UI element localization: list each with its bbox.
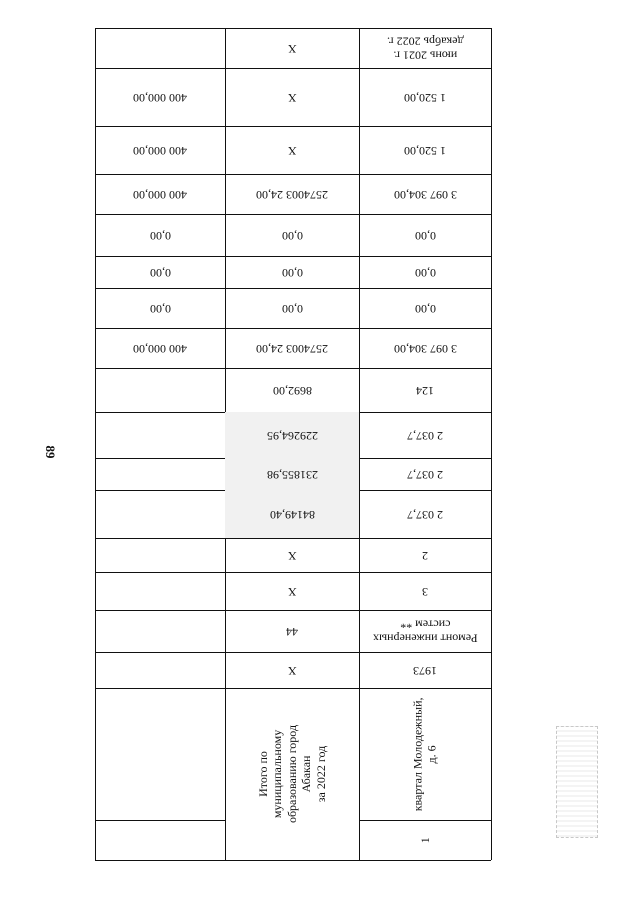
table-cell bbox=[95, 572, 225, 610]
table-cell: 124 bbox=[416, 383, 434, 398]
table-border bbox=[491, 28, 492, 860]
table-cell: X bbox=[287, 663, 297, 678]
table-cell: X bbox=[287, 41, 297, 56]
table-cell bbox=[95, 458, 225, 490]
table-cell: 0,00 bbox=[281, 228, 303, 243]
table-cell: 0,00 bbox=[414, 228, 436, 243]
table-cell: 2 037,7 bbox=[407, 507, 443, 522]
table-cell bbox=[95, 412, 225, 458]
table-cell: X bbox=[287, 584, 297, 599]
table-cell: 1973 bbox=[413, 663, 437, 678]
table-cell: 400 000,00 bbox=[133, 341, 187, 356]
table-cell: 8692,00 bbox=[272, 383, 312, 398]
table-cell: 0,00 bbox=[281, 265, 303, 280]
table-cell: 0,00 bbox=[414, 301, 436, 316]
total-label-cell: Итого по муниципальному образованию город Абакан за 2022 год bbox=[256, 724, 328, 824]
table-cell: 0,00 bbox=[149, 301, 171, 316]
table-cell: 3 097 304,00 bbox=[393, 187, 457, 202]
table-cell: 229264,95 bbox=[225, 412, 359, 458]
table-cell: 2574003 24,00 bbox=[256, 341, 328, 356]
table-cell: X bbox=[287, 143, 297, 158]
table-cell bbox=[95, 490, 225, 538]
table-cell: 2574003 24,00 bbox=[256, 187, 328, 202]
table-cell: 2 037,7 bbox=[407, 428, 443, 443]
table-cell: 44 bbox=[286, 624, 298, 639]
table-cell: 400 000,00 bbox=[133, 143, 187, 158]
table-cell: 2 bbox=[422, 548, 428, 563]
table-cell: июнь 2021 г. декабрь 2022 г. bbox=[386, 35, 464, 63]
row-number-cell: 1 bbox=[417, 836, 432, 843]
table-cell: 2 037,7 bbox=[407, 467, 443, 482]
table-cell: 84149,40 bbox=[225, 490, 359, 538]
table-cell: X bbox=[287, 548, 297, 563]
table-cell: Ремонт инженерных систем ** bbox=[372, 618, 478, 646]
address-cell: квартал Молодежный, д. 6 bbox=[410, 697, 439, 811]
table-border bbox=[95, 860, 491, 861]
table-cell bbox=[95, 28, 225, 68]
table-cell bbox=[95, 538, 225, 572]
table-cell: 0,00 bbox=[149, 265, 171, 280]
table-cell: 0,00 bbox=[281, 301, 303, 316]
table-cell: 400 000,00 bbox=[133, 90, 187, 105]
table-cell: 1 520,00 bbox=[404, 90, 446, 105]
table-cell: 3 bbox=[422, 584, 428, 599]
table-cell: X bbox=[287, 90, 297, 105]
table-cell bbox=[95, 610, 225, 652]
table-cell: 1 520,00 bbox=[404, 143, 446, 158]
table-divider bbox=[95, 820, 225, 821]
table-cell: 0,00 bbox=[414, 265, 436, 280]
stamp-mark bbox=[556, 726, 598, 838]
table-cell: 400 000,00 bbox=[133, 187, 187, 202]
repair-table bbox=[95, 28, 491, 860]
table-cell: 231855,98 bbox=[225, 458, 359, 490]
table-cell: 0,00 bbox=[149, 228, 171, 243]
page-number: 89 bbox=[43, 445, 58, 459]
table-cell bbox=[95, 652, 225, 688]
table-cell bbox=[95, 368, 225, 412]
table-cell: 3 097 304,00 bbox=[393, 341, 457, 356]
